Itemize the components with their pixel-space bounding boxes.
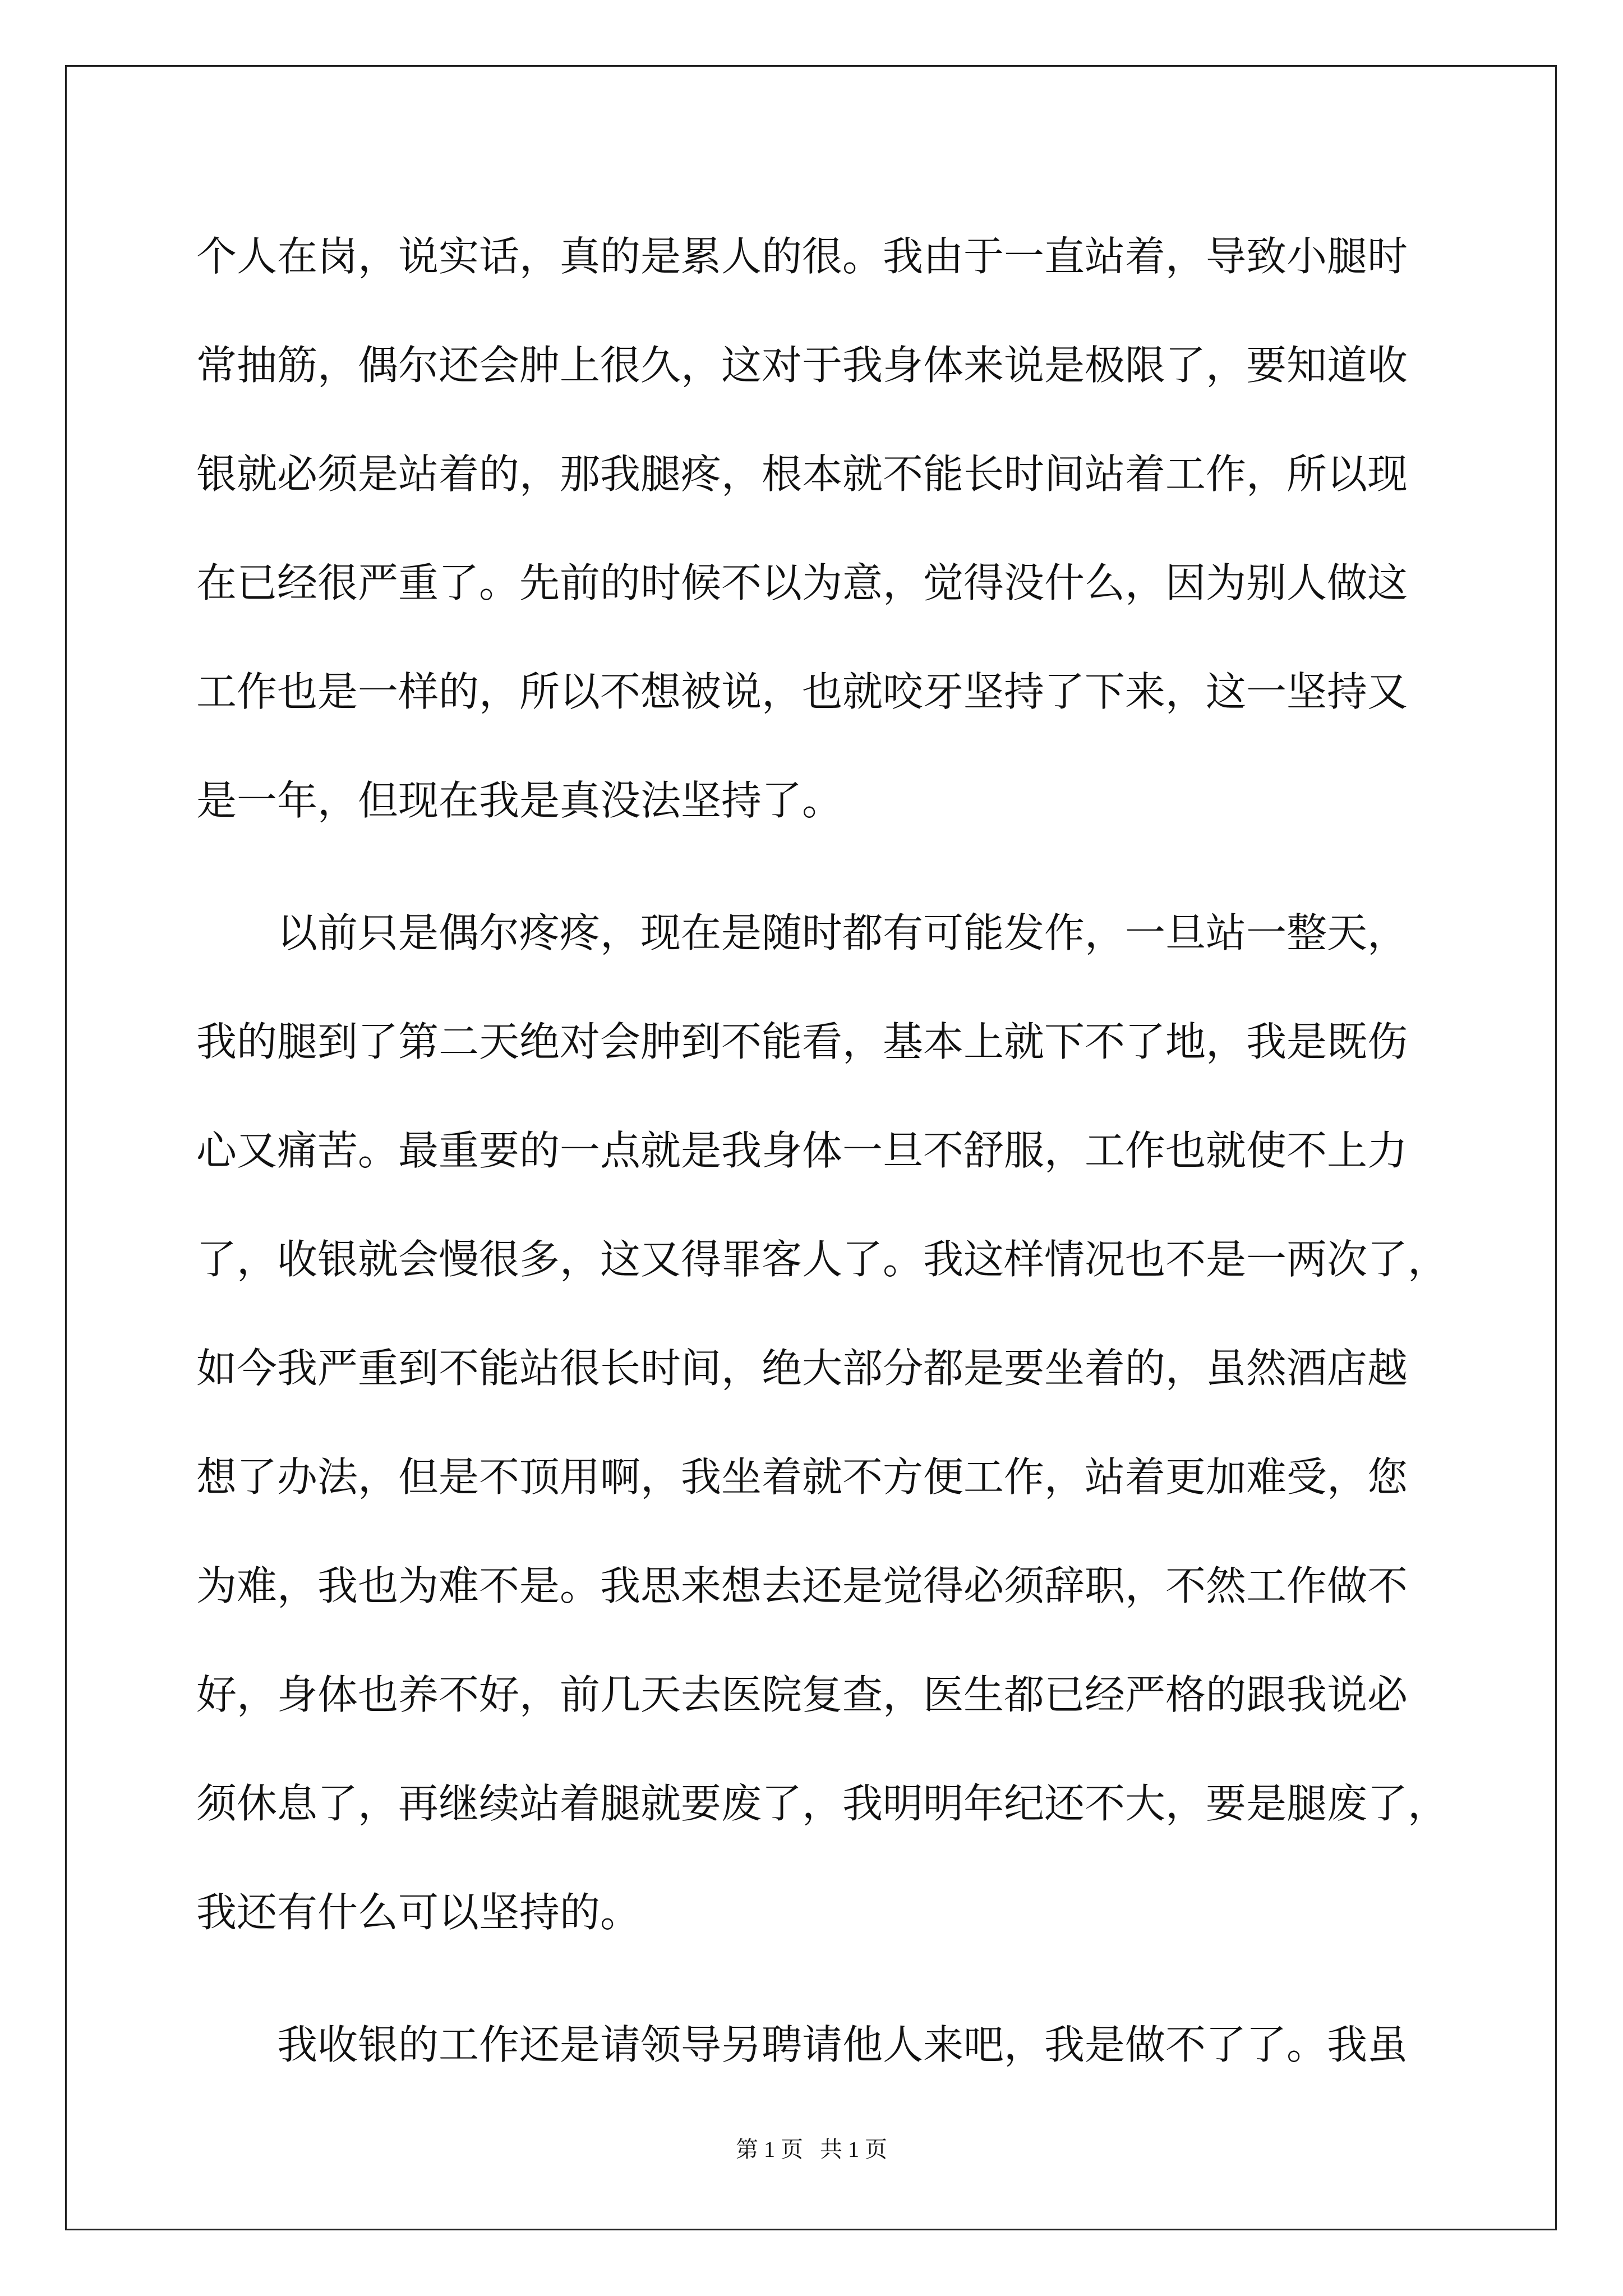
text-line: 想了办法，但是不顶用啊，我坐着就不方便工作，站着更加难受，您 <box>196 1453 1408 1501</box>
text-line: 工作也是一样的，所以不想被说，也就咬牙坚持了下来，这一坚持又 <box>196 668 1408 715</box>
text-line: 如今我严重到不能站很长时间，绝大部分都是要坐着的，虽然酒店越 <box>196 1345 1408 1392</box>
paragraph-spacer <box>196 855 1424 878</box>
paragraph-spacer <box>196 1967 1424 1990</box>
document-body <box>196 202 1449 2099</box>
text-line: 为难，我也为难不是。我思来想去还是觉得必须辞职，不然工作做不 <box>196 1562 1408 1609</box>
text-line: 我还有什么可以坚持的。 <box>196 1889 641 1936</box>
text-line: 常抽筋，偶尔还会肿上很久，这对于我身体来说是极限了，要知道收 <box>196 342 1408 389</box>
text-line: 我的腿到了第二天绝对会肿到不能看，基本上就下不了地，我是既伤 <box>196 1018 1408 1065</box>
text-line: 我收银的工作还是请领导另聘请他人来吧，我是做不了了。我虽 <box>196 2021 1408 2068</box>
text-line: 了，收银就会慢很多，这又得罪客人了。我这样情况也不是一两次了， <box>196 1236 1449 1283</box>
paragraph-3 <box>196 1990 1424 2099</box>
text-line: 是一年，但现在我是真没法坚持了。 <box>196 777 843 824</box>
page-footer: 第 1 页 共 1 页 <box>736 2137 887 2162</box>
text-line: 须休息了，再继续站着腿就要废了，我明明年纪还不大，要是腿废了， <box>196 1780 1449 1827</box>
text-line: 个人在岗，说实话，真的是累人的很。我由于一直站着，导致小腿时 <box>196 233 1408 280</box>
text-line: 以前只是偶尔疼疼，现在是随时都有可能发作，一旦站一整天， <box>196 909 1408 956</box>
paragraph-2 <box>196 878 1449 1967</box>
text-line: 好，身体也养不好，前几天去医院复查，医生都已经严格的跟我说必 <box>196 1671 1408 1718</box>
text-line: 心又痛苦。最重要的一点就是我身体一旦不舒服，工作也就使不上力 <box>196 1127 1408 1174</box>
paragraph-1 <box>196 202 1424 855</box>
text-line: 银就必须是站着的，那我腿疼，根本就不能长时间站着工作，所以现 <box>196 450 1408 498</box>
text-line: 在已经很严重了。先前的时候不以为意，觉得没什么，因为别人做这 <box>196 559 1408 606</box>
